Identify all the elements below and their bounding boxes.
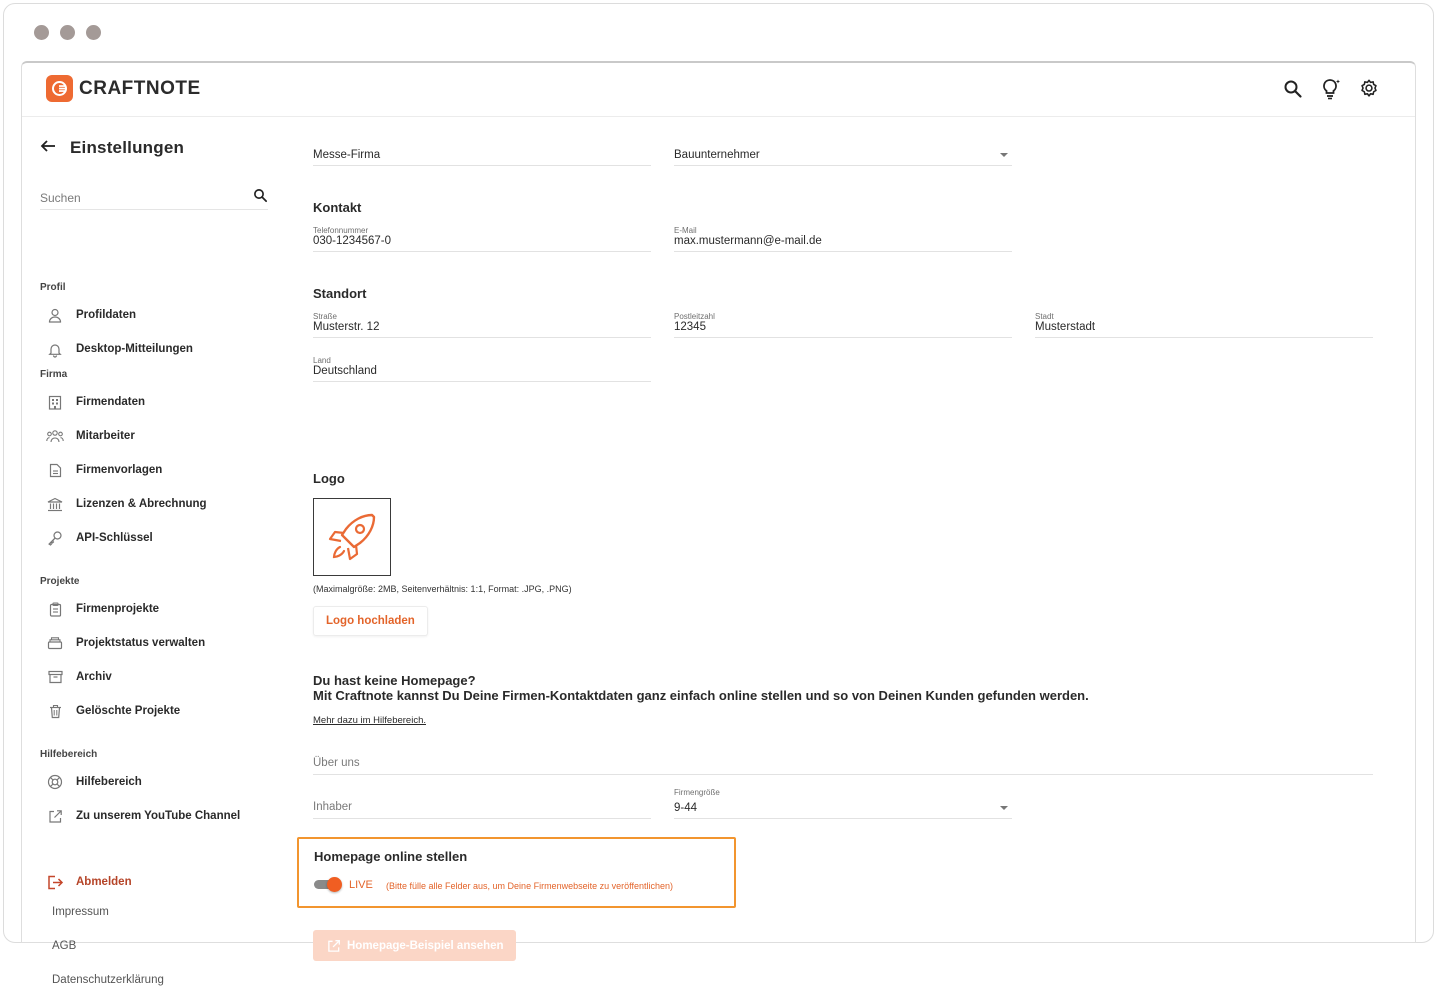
sidebar-group-hilfebereich: Hilfebereich bbox=[40, 749, 98, 760]
sidebar-item-label: Archiv bbox=[76, 671, 112, 683]
sidebar-item-label: Gelöschte Projekte bbox=[76, 705, 181, 717]
sidebar-item-label: Zu unserem YouTube Channel bbox=[76, 810, 241, 822]
homepage-live-toggle[interactable] bbox=[314, 877, 340, 891]
impressum-link[interactable]: Impressum bbox=[52, 906, 109, 918]
help-link[interactable]: Mehr dazu im Hilfebereich. bbox=[313, 715, 426, 726]
company-size-value: 9-44 bbox=[674, 802, 698, 814]
phone-label: Telefonnummer bbox=[313, 226, 369, 235]
sidebar-group-profil: Profil bbox=[40, 282, 66, 293]
sidebar-item-mitarbeiter[interactable] bbox=[46, 424, 135, 448]
bell-icon bbox=[46, 340, 64, 358]
company-size-select[interactable] bbox=[674, 788, 1012, 819]
app-window bbox=[21, 61, 1416, 986]
settings-sidebar bbox=[22, 118, 292, 986]
craftnote-logo-icon bbox=[46, 75, 73, 102]
team-icon bbox=[46, 427, 64, 445]
bank-icon bbox=[46, 495, 64, 513]
sidebar-item-api-schluessel[interactable] bbox=[46, 526, 153, 550]
sidebar-item-label: Lizenzen & Abrechnung bbox=[76, 498, 207, 510]
agb-link[interactable]: AGB bbox=[52, 940, 77, 952]
page-title: Einstellungen bbox=[70, 138, 185, 157]
sidebar-item-archiv[interactable] bbox=[46, 665, 112, 689]
sidebar-item-profildaten[interactable] bbox=[46, 303, 136, 327]
trade-value: Bauunternehmer bbox=[674, 149, 760, 161]
street-label: Straße bbox=[313, 312, 338, 321]
sidebar-item-firmenprojekte[interactable] bbox=[46, 597, 159, 621]
lightbulb-icon[interactable] bbox=[1319, 77, 1343, 101]
logo-upload-button[interactable]: Logo hochladen bbox=[313, 606, 428, 636]
zip-value: 12345 bbox=[674, 321, 706, 333]
external-link-icon bbox=[46, 807, 64, 825]
trade-select[interactable] bbox=[674, 140, 1012, 166]
company-size-label: Firmengröße bbox=[674, 788, 720, 797]
sidebar-item-firmendaten[interactable] bbox=[46, 390, 145, 414]
datenschutz-link[interactable]: Datenschutzerklärung bbox=[52, 974, 164, 986]
homepage-publish-section bbox=[297, 837, 736, 908]
sidebar-item-label: Firmendaten bbox=[76, 396, 146, 408]
phone-field[interactable] bbox=[313, 226, 651, 252]
document-icon bbox=[46, 461, 64, 479]
sidebar-item-label: Firmenvorlagen bbox=[76, 464, 163, 476]
promo-text: Mit Craftnote kannst Du Deine Firmen-Kontaktdaten ganz einfach online stellen und so von Deinen Kunden gefunden werden. bbox=[313, 688, 1089, 703]
window-controls bbox=[34, 25, 101, 40]
live-label: LIVE bbox=[349, 879, 373, 891]
trash-icon bbox=[46, 702, 64, 720]
brand-name: CRAFTNOTE bbox=[79, 77, 201, 99]
zip-field[interactable] bbox=[674, 312, 1012, 338]
window-close-dot[interactable] bbox=[34, 25, 49, 40]
dropdown-caret-icon bbox=[1000, 153, 1008, 157]
standort-title: Standort bbox=[313, 286, 367, 301]
back-arrow-icon[interactable] bbox=[40, 139, 56, 157]
rocket-icon bbox=[322, 507, 382, 567]
sidebar-item-geloeschte-projekte[interactable] bbox=[46, 699, 180, 723]
sidebar-item-label: Profildaten bbox=[76, 309, 137, 321]
logo-title: Logo bbox=[313, 471, 345, 486]
company-settings-form bbox=[313, 118, 1393, 952]
sidebar-item-label: Firmenprojekte bbox=[76, 603, 160, 615]
sidebar-group-projekte: Projekte bbox=[40, 576, 80, 587]
header-actions bbox=[1281, 77, 1381, 101]
owner-placeholder: Inhaber bbox=[313, 801, 353, 813]
email-value: max.mustermann@e-mail.de bbox=[674, 235, 822, 247]
owner-field[interactable] bbox=[313, 793, 651, 819]
sidebar-item-youtube-channel[interactable] bbox=[46, 804, 240, 828]
external-link-icon bbox=[327, 939, 341, 953]
street-field[interactable] bbox=[313, 312, 651, 338]
sidebar-item-lizenzen[interactable] bbox=[46, 492, 207, 516]
building-icon bbox=[46, 393, 64, 411]
gear-icon[interactable] bbox=[1357, 77, 1381, 101]
country-value: Deutschland bbox=[313, 365, 377, 377]
back-row bbox=[40, 138, 184, 158]
email-field[interactable] bbox=[674, 226, 1012, 252]
sidebar-item-firmenvorlagen[interactable] bbox=[46, 458, 162, 482]
company-name-value: Messe-Firma bbox=[313, 149, 381, 161]
sidebar-item-label: Mitarbeiter bbox=[76, 430, 135, 442]
live-hint: (Bitte fülle alle Felder aus, um Deine Firmenwebseite zu veröffentlichen) bbox=[386, 881, 673, 891]
homepage-example-button[interactable] bbox=[313, 930, 516, 961]
country-label: Land bbox=[313, 356, 331, 365]
brand[interactable] bbox=[46, 75, 201, 102]
promo-headline: Du hast keine Homepage? bbox=[313, 673, 476, 688]
about-us-field[interactable] bbox=[313, 749, 1373, 775]
sidebar-item-desktop-mitteilungen[interactable] bbox=[46, 337, 193, 361]
archive-icon bbox=[46, 668, 64, 686]
sidebar-item-label: Desktop-Mitteilungen bbox=[76, 343, 193, 355]
logout-label: Abmelden bbox=[76, 876, 132, 888]
sidebar-item-label: API-Schlüssel bbox=[76, 532, 153, 544]
clipboard-icon bbox=[46, 600, 64, 618]
dropdown-caret-icon bbox=[1000, 806, 1008, 810]
layers-icon bbox=[46, 634, 64, 652]
sidebar-item-label: Hilfebereich bbox=[76, 776, 142, 788]
city-value: Musterstadt bbox=[1035, 321, 1096, 333]
top-bar bbox=[22, 63, 1415, 117]
window-maximize-dot[interactable] bbox=[86, 25, 101, 40]
zip-label: Postleitzahl bbox=[674, 312, 715, 321]
sidebar-item-projektstatus[interactable] bbox=[46, 631, 205, 655]
homepage-example-label: Homepage-Beispiel ansehen bbox=[347, 939, 504, 952]
lifebuoy-icon bbox=[46, 773, 64, 791]
homepage-title: Homepage online stellen bbox=[314, 849, 468, 864]
sidebar-search-input[interactable] bbox=[40, 186, 240, 205]
city-label: Stadt bbox=[1035, 312, 1054, 321]
window-minimize-dot[interactable] bbox=[60, 25, 75, 40]
logo-hint: (Maximalgröße: 2MB, Seitenverhältnis: 1:1, Format: .JPG, .PNG) bbox=[313, 584, 572, 594]
logo-preview[interactable] bbox=[313, 498, 391, 576]
email-label: E-Mail bbox=[674, 226, 697, 235]
street-value: Musterstr. 12 bbox=[313, 321, 380, 333]
company-name-field[interactable] bbox=[313, 140, 651, 166]
search-icon[interactable] bbox=[1281, 77, 1305, 101]
sidebar-item-label: Projektstatus verwalten bbox=[76, 637, 206, 649]
logout-button[interactable] bbox=[46, 870, 132, 894]
sidebar-item-hilfebereich[interactable] bbox=[46, 770, 142, 794]
city-field[interactable] bbox=[1035, 312, 1373, 338]
kontakt-title: Kontakt bbox=[313, 200, 362, 215]
about-us-placeholder: Über uns bbox=[313, 757, 360, 769]
sidebar-search bbox=[40, 186, 268, 210]
search-icon[interactable] bbox=[253, 188, 268, 208]
sidebar-group-firma: Firma bbox=[40, 369, 68, 380]
country-field[interactable] bbox=[313, 356, 651, 382]
toggle-knob bbox=[327, 877, 342, 892]
user-icon bbox=[46, 306, 64, 324]
key-icon bbox=[46, 529, 64, 547]
logout-icon bbox=[46, 873, 64, 891]
phone-value: 030-1234567-0 bbox=[313, 235, 392, 247]
